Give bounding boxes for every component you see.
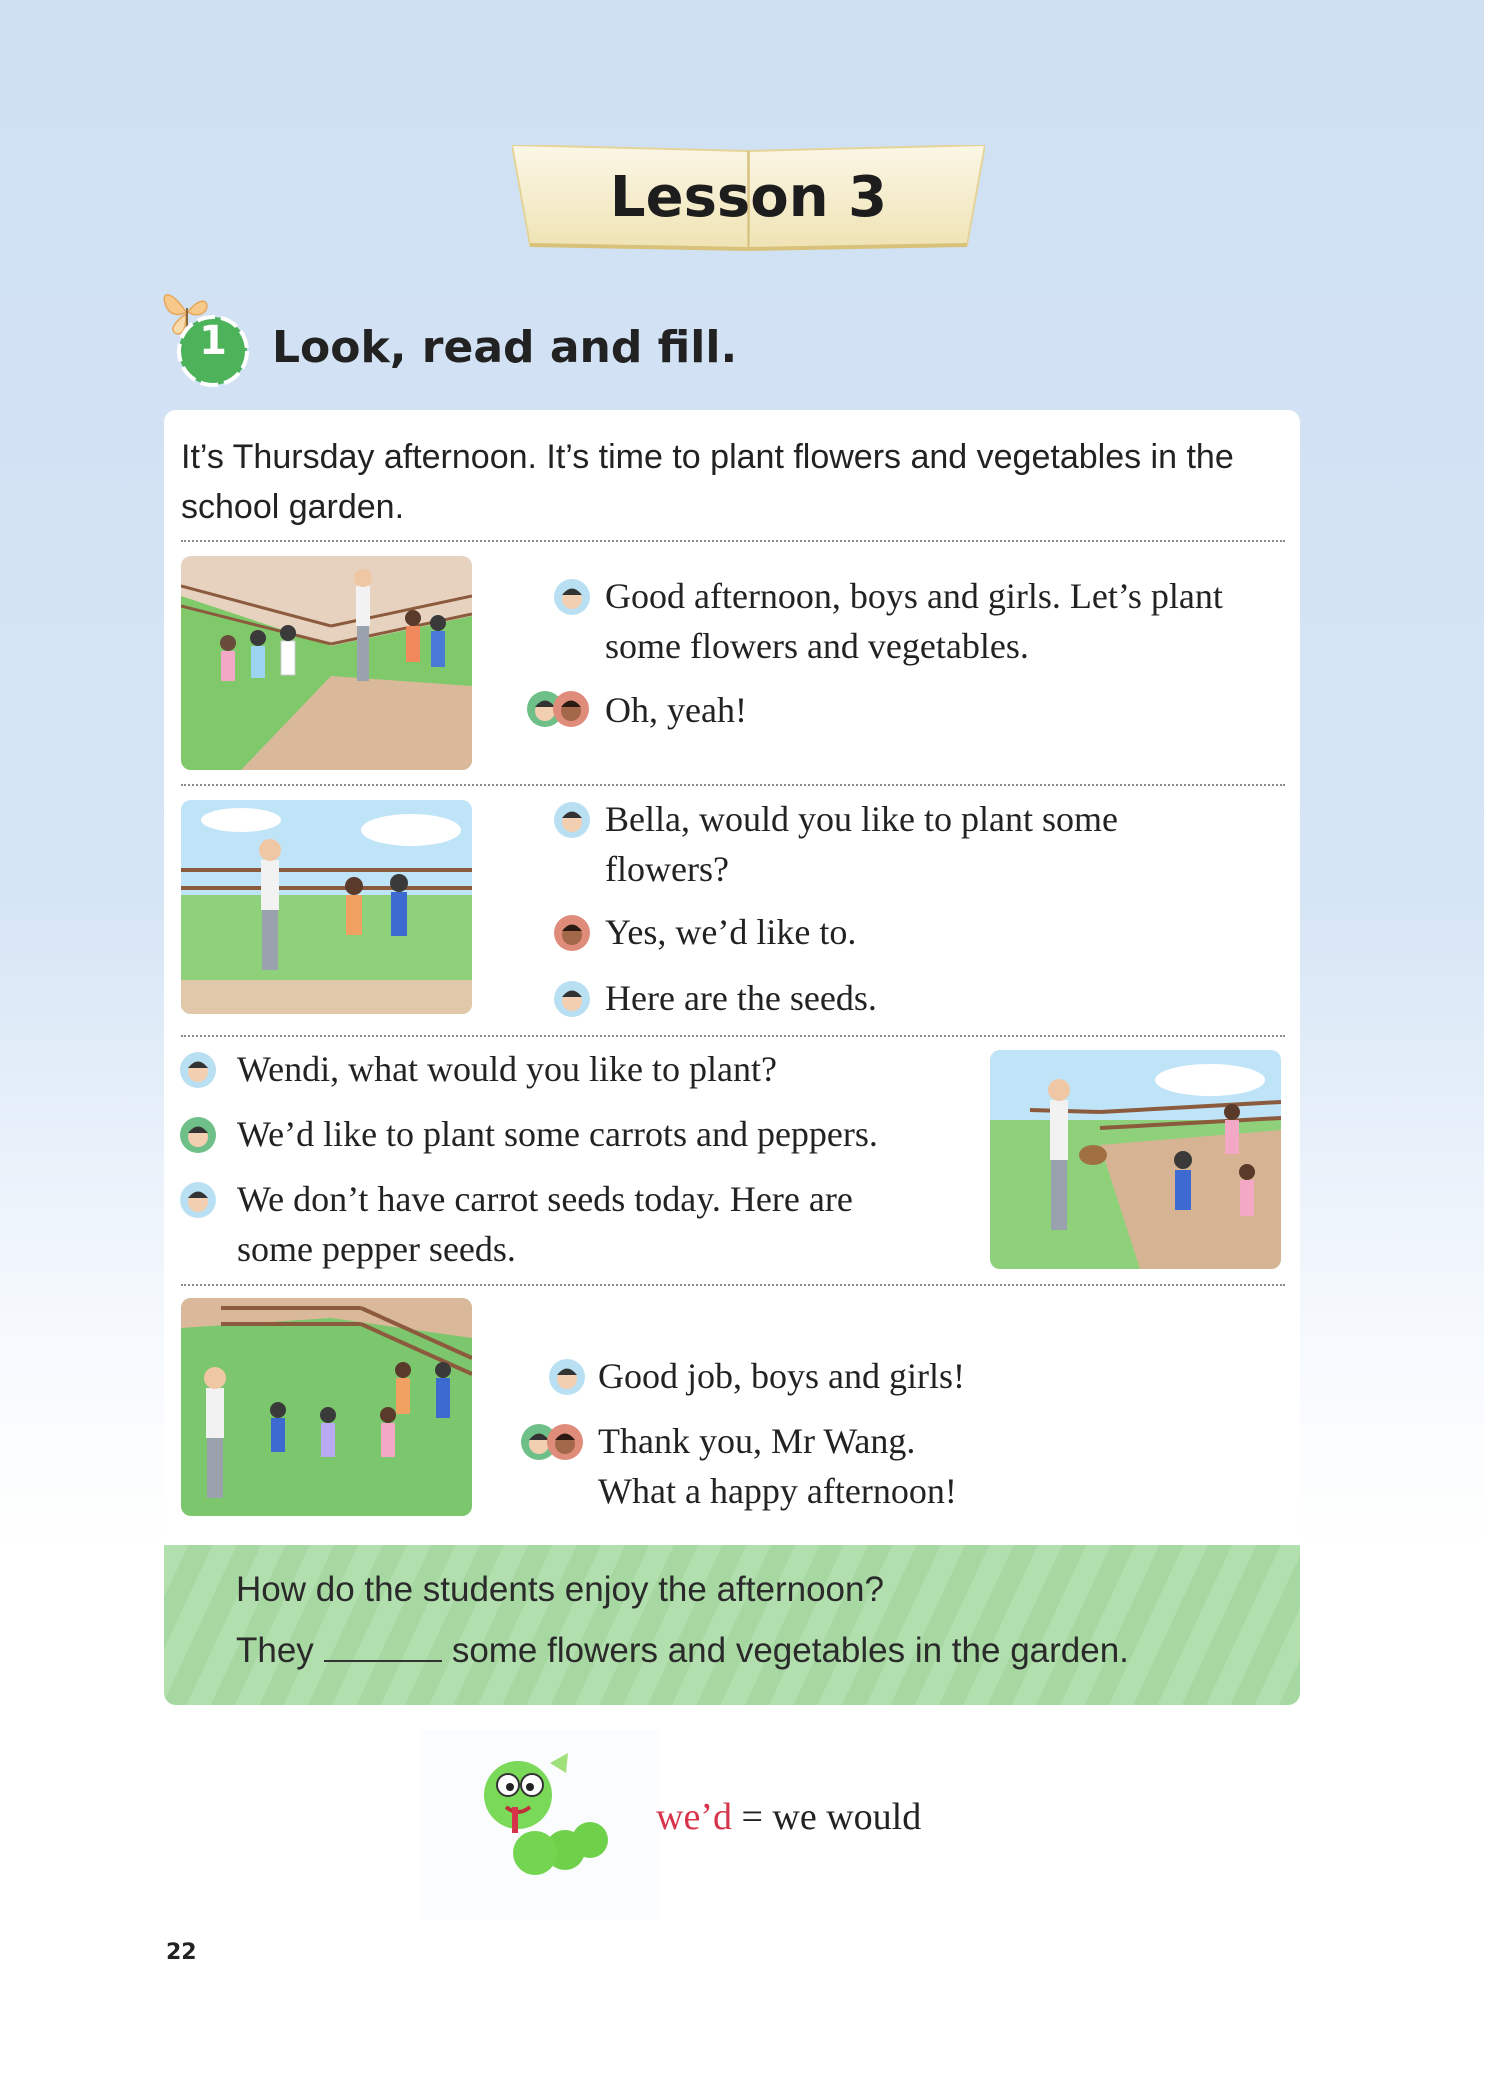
- dialogue-line: Good job, boys and girls!: [598, 1356, 965, 1396]
- contraction-meaning: we would: [772, 1796, 922, 1838]
- dialogue-line: some pepper seeds.: [237, 1229, 516, 1269]
- illustration-class-finished-planting: [181, 1298, 472, 1516]
- teacher-face-icon: [179, 1051, 217, 1089]
- answer-after: some flowers and vegetables in the garden.: [451, 1631, 1129, 1670]
- lesson-title: Lesson 3: [609, 165, 888, 230]
- dialogue-line: Yes, we’d like to.: [605, 912, 857, 952]
- teacher-face-icon: [179, 1181, 217, 1219]
- page-edge: [1484, 0, 1504, 2095]
- answer-sentence: [236, 1630, 1129, 1671]
- teacher-face-icon: [553, 578, 591, 616]
- answer-before: They: [236, 1631, 314, 1670]
- teacher-face-icon: [548, 1358, 586, 1396]
- equals-sign: =: [741, 1796, 763, 1838]
- students-faces-icon: [526, 690, 590, 728]
- illustration-teacher-greets-class: [181, 556, 472, 770]
- divider: [181, 1035, 1285, 1037]
- answer-blank[interactable]: [324, 1630, 442, 1662]
- dialogue-line: Bella, would you like to plant some: [605, 799, 1118, 839]
- dialogue-line: Good afternoon, boys and girls. Let’s plant: [605, 576, 1223, 616]
- illustration-teacher-offers-flowers: [181, 800, 472, 1014]
- dialogue-line: We don’t have carrot seeds today. Here are: [237, 1179, 853, 1219]
- dialogue-line: flowers?: [605, 849, 729, 889]
- section-title: Look, read and fill.: [272, 322, 738, 373]
- question-band: [164, 1545, 1300, 1705]
- section-number: 1: [199, 318, 227, 364]
- teacher-face-icon: [553, 980, 591, 1018]
- bookworm-mascot-icon: [470, 1745, 620, 1885]
- lesson-banner: [512, 145, 985, 253]
- page-number: 22: [166, 1940, 197, 1965]
- dialogue-line: some flowers and vegetables.: [605, 626, 1029, 666]
- contraction-term: we’d: [656, 1796, 732, 1838]
- illustration-students-in-garden: [990, 1050, 1281, 1269]
- divider: [181, 540, 1285, 542]
- dialogue-line: Thank you, Mr Wang.: [598, 1421, 916, 1461]
- boy-face-icon: [179, 1116, 217, 1154]
- teacher-face-icon: [553, 801, 591, 839]
- contraction-note: [656, 1795, 921, 1839]
- dialogue-line: Here are the seeds.: [605, 978, 877, 1018]
- dialogue-line: Oh, yeah!: [605, 690, 747, 730]
- students-faces-icon: [520, 1423, 584, 1461]
- girl-face-icon: [553, 914, 591, 952]
- divider: [181, 1284, 1285, 1286]
- dialogue-line: Wendi, what would you like to plant?: [237, 1049, 777, 1089]
- question-prompt: How do the students enjoy the afternoon?: [236, 1570, 884, 1609]
- dialogue-line: What a happy afternoon!: [598, 1471, 957, 1511]
- intro-text: It’s Thursday afternoon. It’s time to plant flowers and vegetables in the school garden.: [181, 438, 1234, 526]
- dialogue-line: We’d like to plant some carrots and peppers.: [237, 1114, 878, 1154]
- divider: [181, 784, 1285, 786]
